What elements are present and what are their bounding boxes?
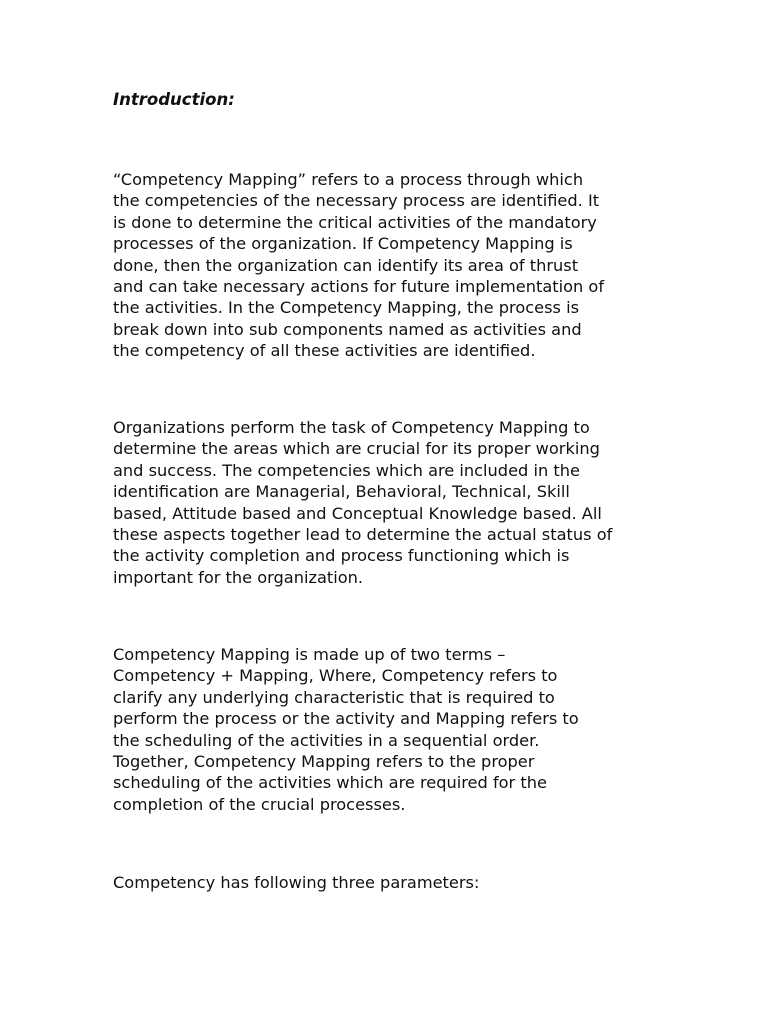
- paragraph-parameters: [113, 872, 673, 893]
- text-line: completion of the crucial processes.: [113, 794, 406, 814]
- text-line: Competency + Mapping, Where, Competency refers to: [113, 666, 558, 686]
- text-line: important for the organization.: [113, 567, 364, 587]
- paragraph-terms: [113, 644, 673, 815]
- text-line: the competency of all these activities are identified.: [113, 341, 536, 361]
- section-heading: Introduction:: [113, 90, 235, 109]
- text-line: the activity completion and process functioning which is: [113, 546, 570, 566]
- text-line: Competency Mapping is made up of two terms –: [113, 645, 506, 664]
- text-line: and success. The competencies which are included in the: [113, 460, 580, 480]
- text-line: Organizations perform the task of Competency Mapping to: [113, 418, 590, 437]
- text-line: break down into sub components named as activities and: [113, 319, 582, 339]
- text-line: Together, Competency Mapping refers to the proper: [113, 752, 535, 772]
- paragraph-purpose: [113, 417, 673, 588]
- text-line: clarify any underlying characteristic that is required to: [113, 687, 555, 707]
- text-line: the activities. In the Competency Mapping, the process is: [113, 298, 580, 318]
- text-line: the scheduling of the activities in a sequential order.: [113, 730, 540, 750]
- paragraph-definition: [113, 169, 673, 362]
- text-line: the competencies of the necessary process are identified. It: [113, 191, 600, 211]
- text-line: is done to determine the critical activities of the mandatory: [113, 212, 597, 232]
- text-line: Competency has following three parameters:: [113, 873, 480, 892]
- text-line: identification are Managerial, Behavioral, Technical, Skill: [113, 482, 570, 502]
- text-line: processes of the organization. If Competency Mapping is: [113, 234, 573, 254]
- text-line: based, Attitude based and Conceptual Knowledge based. All: [113, 503, 602, 523]
- text-line: and can take necessary actions for future implementation of: [113, 277, 605, 297]
- text-line: “Competency Mapping” refers to a process through which: [113, 170, 584, 189]
- text-line: perform the process or the activity and Mapping refers to: [113, 709, 579, 729]
- text-line: these aspects together lead to determine the actual status of: [113, 525, 613, 545]
- text-line: scheduling of the activities which are required for the: [113, 773, 547, 793]
- text-line: determine the areas which are crucial for its proper working: [113, 439, 600, 459]
- text-line: done, then the organization can identify its area of thrust: [113, 255, 579, 275]
